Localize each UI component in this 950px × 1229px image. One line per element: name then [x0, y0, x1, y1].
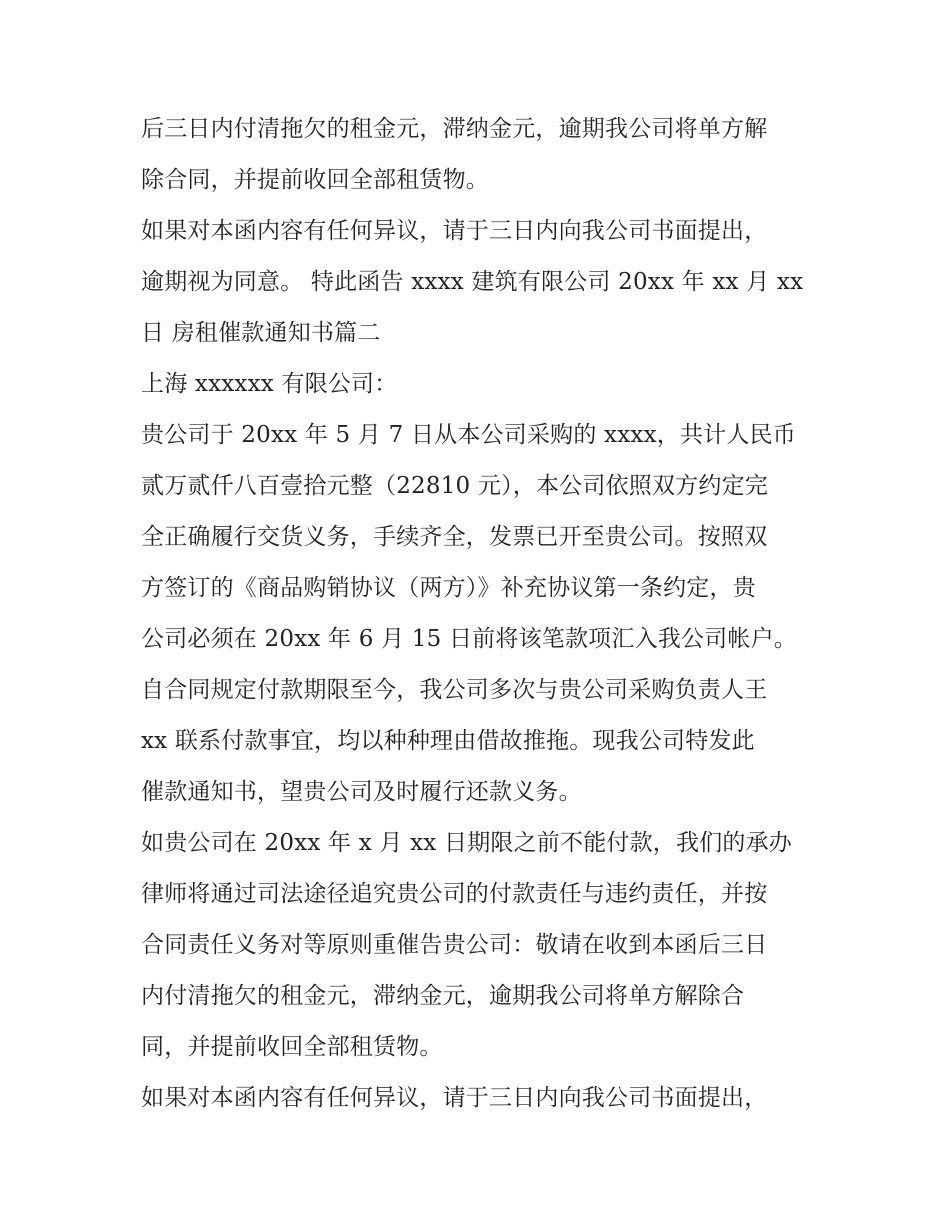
- text-line: 内付清拖欠的租金元，滞纳金元，逾期我公司将单方解除合: [141, 983, 745, 1009]
- text-line: 律师将通过司法途径追究贵公司的付款责任与违约责任，并按: [141, 881, 768, 907]
- text-line: 逾期视为同意。 特此函告 xxxx 建筑有限公司 20xx 年 xx 月 xx: [141, 269, 804, 295]
- text-line: 同，并提前收回全部租赁物。: [141, 1034, 443, 1060]
- text-line: 如果对本函内容有任何异议，请于三日内向我公司书面提出，: [141, 218, 768, 244]
- text-line: xx 联系付款事宜，均以种种理由借故推拖。现我公司特发此: [141, 728, 755, 754]
- text-line: 上海 xxxxxx 有限公司：: [141, 371, 398, 397]
- text-line: 如贵公司在 20xx 年 x 月 xx 日期限之前不能付款，我们的承办: [141, 830, 792, 856]
- text-line: 方签订的《商品购销协议（两方）》补充协议第一条约定，贵: [141, 575, 756, 601]
- text-line: 后三日内付清拖欠的租金元，滞纳金元，逾期我公司将单方解: [141, 116, 768, 142]
- text-line: 合同责任义务对等原则重催告贵公司：敬请在收到本函后三日: [141, 932, 768, 958]
- document-body: [141, 104, 816, 1124]
- text-line: 贵公司于 20xx 年 5 月 7 日从本公司采购的 xxxx，共计人民币: [141, 422, 796, 448]
- text-line: 日 房租催款通知书篇二: [141, 320, 381, 346]
- text-line: 贰万贰仟八百壹拾元整（22810 元），本公司依照双方约定完: [141, 473, 768, 499]
- text-line: 除合同，并提前收回全部租赁物。: [141, 167, 489, 193]
- text-line: 如果对本函内容有任何异议，请于三日内向我公司书面提出，: [141, 1085, 768, 1111]
- text-line: 全正确履行交货义务，手续齐全，发票已开至贵公司。按照双: [141, 524, 768, 550]
- text-line: 公司必须在 20xx 年 6 月 15 日前将该笔款项汇入我公司帐户。: [141, 626, 797, 652]
- text-line: 催款通知书，望贵公司及时履行还款义务。: [141, 779, 582, 805]
- text-line: 自合同规定付款期限至今，我公司多次与贵公司采购负责人王: [141, 677, 768, 703]
